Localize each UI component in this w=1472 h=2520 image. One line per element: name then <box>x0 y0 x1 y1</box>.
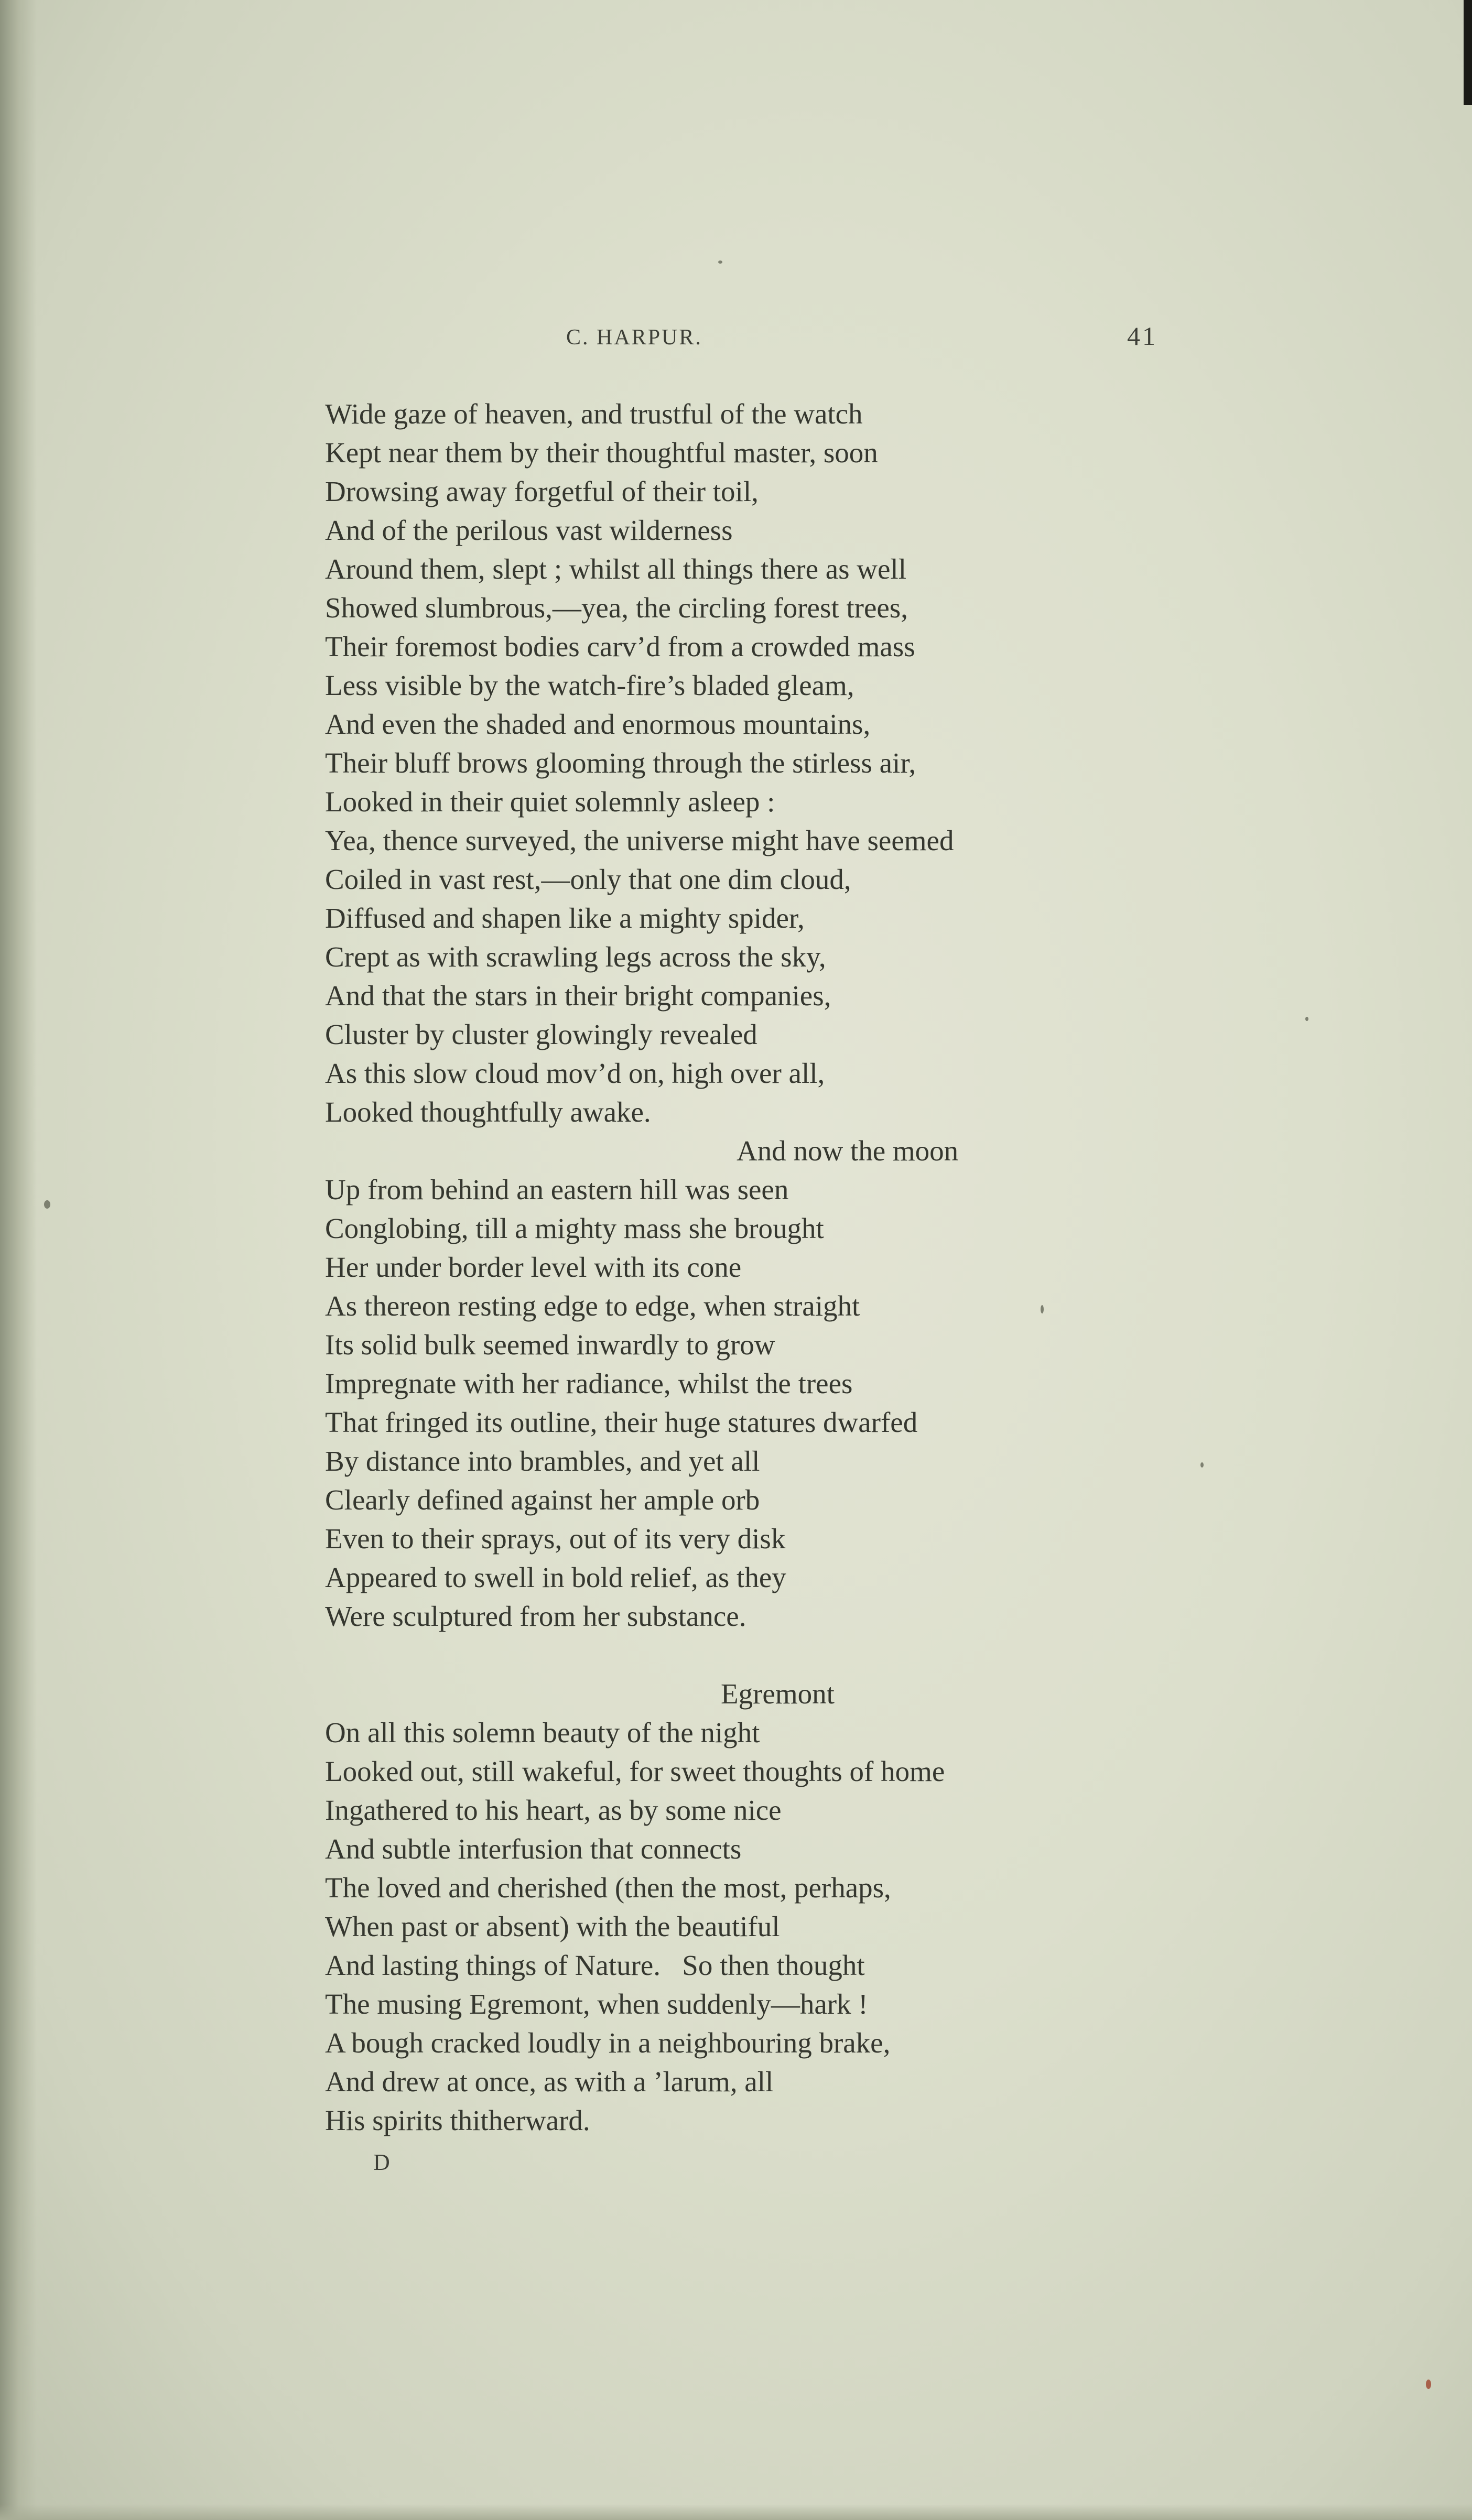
poem-line: Diffused and shapen like a mighty spider, <box>325 902 805 934</box>
poem-line: Showed slumbrous,—yea, the circling forest trees, <box>325 592 908 624</box>
poem-line: Conglobing, till a mighty mass she brought <box>325 1212 824 1244</box>
poem-line: Appeared to swell in bold relief, as they <box>325 1561 786 1593</box>
poem-line: And drew at once, as with a ’larum, all <box>325 2066 774 2098</box>
poem-line: And subtle interfusion that connects <box>325 1833 742 1865</box>
poem-line: Its solid bulk seemed inwardly to grow <box>325 1329 775 1361</box>
poem-line: Were sculptured from her substance. <box>325 1600 746 1632</box>
poem-line: Looked out, still wakeful, for sweet thoughts of home <box>325 1755 945 1787</box>
poem-line: The loved and cherished (then the most, perhaps, <box>325 1872 891 1904</box>
poem-line: And now the moon <box>737 1135 959 1167</box>
poem-line: Even to their sprays, out of its very disk <box>325 1523 786 1555</box>
poem-line: His spirits thitherward. <box>325 2104 590 2136</box>
poem-line: The musing Egremont, when suddenly—hark ! <box>325 1988 868 2020</box>
poem-line: Cluster by cluster glowingly revealed <box>325 1018 757 1050</box>
poem-line: And of the perilous vast wilderness <box>325 514 733 546</box>
poem-line: On all this solemn beauty of the night <box>325 1717 760 1748</box>
poem-line: Her under border level with its cone <box>325 1251 742 1283</box>
poem-line: Less visible by the watch-fire’s bladed gleam, <box>325 669 854 701</box>
poem-line: And even the shaded and enormous mountains, <box>325 708 871 740</box>
poem-line: As thereon resting edge to edge, when straight <box>325 1290 860 1322</box>
poem-line: When past or absent) with the beautiful <box>325 1910 780 1942</box>
poem-line: Looked in their quiet solemnly asleep : <box>325 786 775 818</box>
poem-line: A bough cracked loudly in a neighbouring brake, <box>325 2027 891 2059</box>
poem-line: And lasting things of Nature. So then thought <box>325 1949 865 1981</box>
poem-line: Egremont <box>721 1678 835 1710</box>
poem-line: Their bluff brows glooming through the stirless air, <box>325 747 916 779</box>
signature-mark: D <box>373 2149 391 2175</box>
poem-line: Clearly defined against her ample orb <box>325 1484 760 1516</box>
poem-line: By distance into brambles, and yet all <box>325 1445 760 1477</box>
running-head: C. HARPUR. <box>566 325 702 350</box>
poem-line: Ingathered to his heart, as by some nice <box>325 1794 782 1826</box>
poem-line: Their foremost bodies carv’d from a crowded mass <box>325 631 915 662</box>
poem-line: Yea, thence surveyed, the universe might have seemed <box>325 824 954 856</box>
poem-line: Up from behind an eastern hill was seen <box>325 1174 789 1205</box>
poem-line: As this slow cloud mov’d on, high over all, <box>325 1057 825 1089</box>
poem-line: That fringed its outline, their huge statures dwarfed <box>325 1406 918 1438</box>
poem-line: Drowsing away forgetful of their toil, <box>325 475 759 507</box>
poem-line: And that the stars in their bright companies, <box>325 980 831 1012</box>
poem-line: Around them, slept ; whilst all things there as well <box>325 553 906 585</box>
poem-line: Kept near them by their thoughtful master, soon <box>325 437 878 469</box>
poem-line: Crept as with scrawling legs across the sky, <box>325 941 826 973</box>
page-number: 41 <box>1127 321 1157 351</box>
poem-line: Coiled in vast rest,—only that one dim cloud, <box>325 863 851 895</box>
poem-line: Looked thoughtfully awake. <box>325 1096 651 1128</box>
poem-line: Wide gaze of heaven, and trustful of the watch <box>325 398 863 430</box>
poem-line: Impregnate with her radiance, whilst the trees <box>325 1367 853 1399</box>
